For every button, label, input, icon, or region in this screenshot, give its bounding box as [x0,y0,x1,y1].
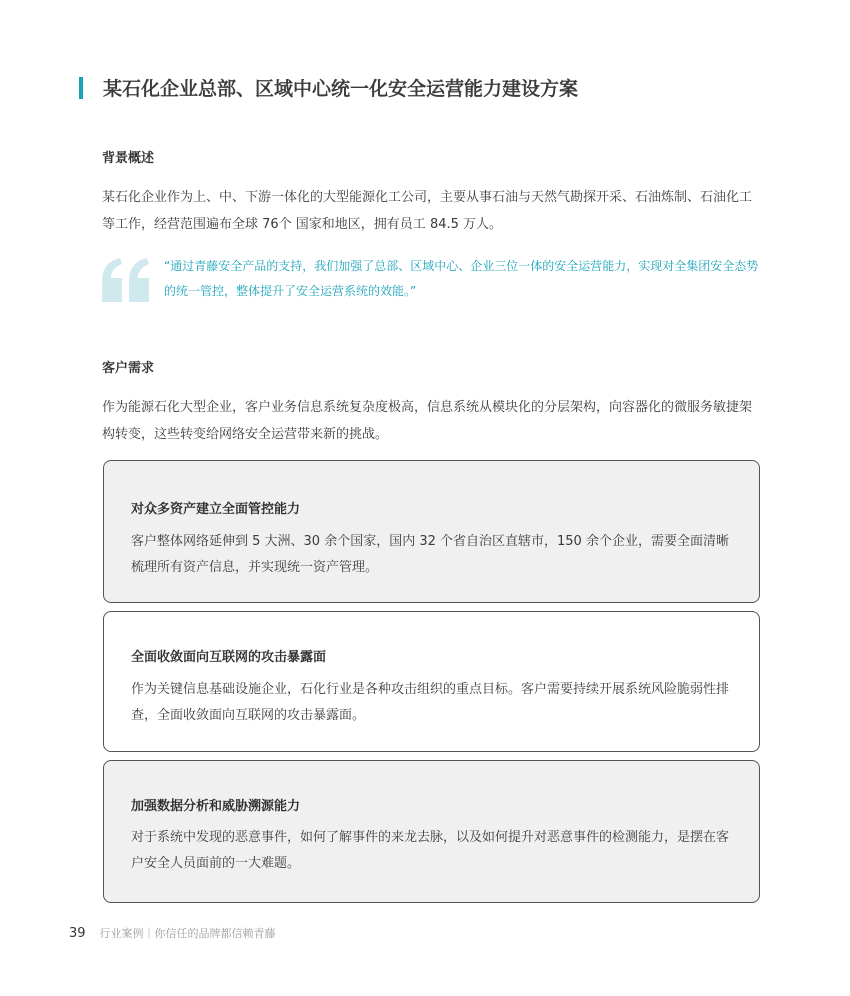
quote-text: “通过青藤安全产品的支持，我们加强了总部、区域中心、企业三位一体的安全运营能力，实现对全集团安全态势的统一管控，整体提升了安全运营系统的效能。” [164,259,759,298]
page-footer [69,925,276,941]
need-card-assets [103,460,760,603]
need-card-title: 加强数据分析和威胁溯源能力 [131,799,301,814]
footer-text: 行业案例｜你信任的品牌都信赖青藤 [99,927,276,940]
need-card-body: 对于系统中发现的恶意事件，如何了解事件的来龙去脉，以及如何提升对恶意事件的检测能力，是摆在客户安全人员面前的一大难题。 [131,830,730,871]
need-card-body: 客户整体网络延伸到 5 大洲、30 余个国家，国内 32 个省自治区直辖市，150 余个企业，需要全面清晰梳理所有资产信息，并实现统一资产管理。 [131,534,729,575]
need-card-analysis [103,760,760,903]
page-title: 某石化企业总部、区域中心统一化安全运营能力建设方案 [103,78,579,100]
need-card-title: 全面收敛面向互联网的攻击暴露面 [131,650,327,665]
background-paragraph: 某石化企业作为上、中、下游一体化的大型能源化工公司，主要从事石油与天然气勘探开采、石油炼制、石油化工等工作，经营范围遍布全球 76个 国家和地区，拥有员工 84.5 万人。 [102,190,753,232]
testimonial-quote [100,254,764,304]
needs-heading: 客户需求 [102,361,155,376]
need-card-body: 作为关键信息基础设施企业，石化行业是各种攻击组织的重点目标。客户需要持续开展系统风险脆弱性排查，全面收敛面向互联网的攻击暴露面。 [131,682,730,723]
page-title-row [79,74,578,101]
title-accent-bar [79,77,83,99]
need-card-title: 对众多资产建立全面管控能力 [131,502,301,517]
quote-mark-icon [100,258,152,302]
page-number: 39 [69,926,86,941]
needs-paragraph: 作为能源石化大型企业，客户业务信息系统复杂度极高，信息系统从模块化的分层架构，向容器化的微服务敏捷架构转变，这些转变给网络安全运营带来新的挑战。 [102,400,753,442]
need-card-exposure [103,611,760,752]
background-heading: 背景概述 [102,151,155,166]
